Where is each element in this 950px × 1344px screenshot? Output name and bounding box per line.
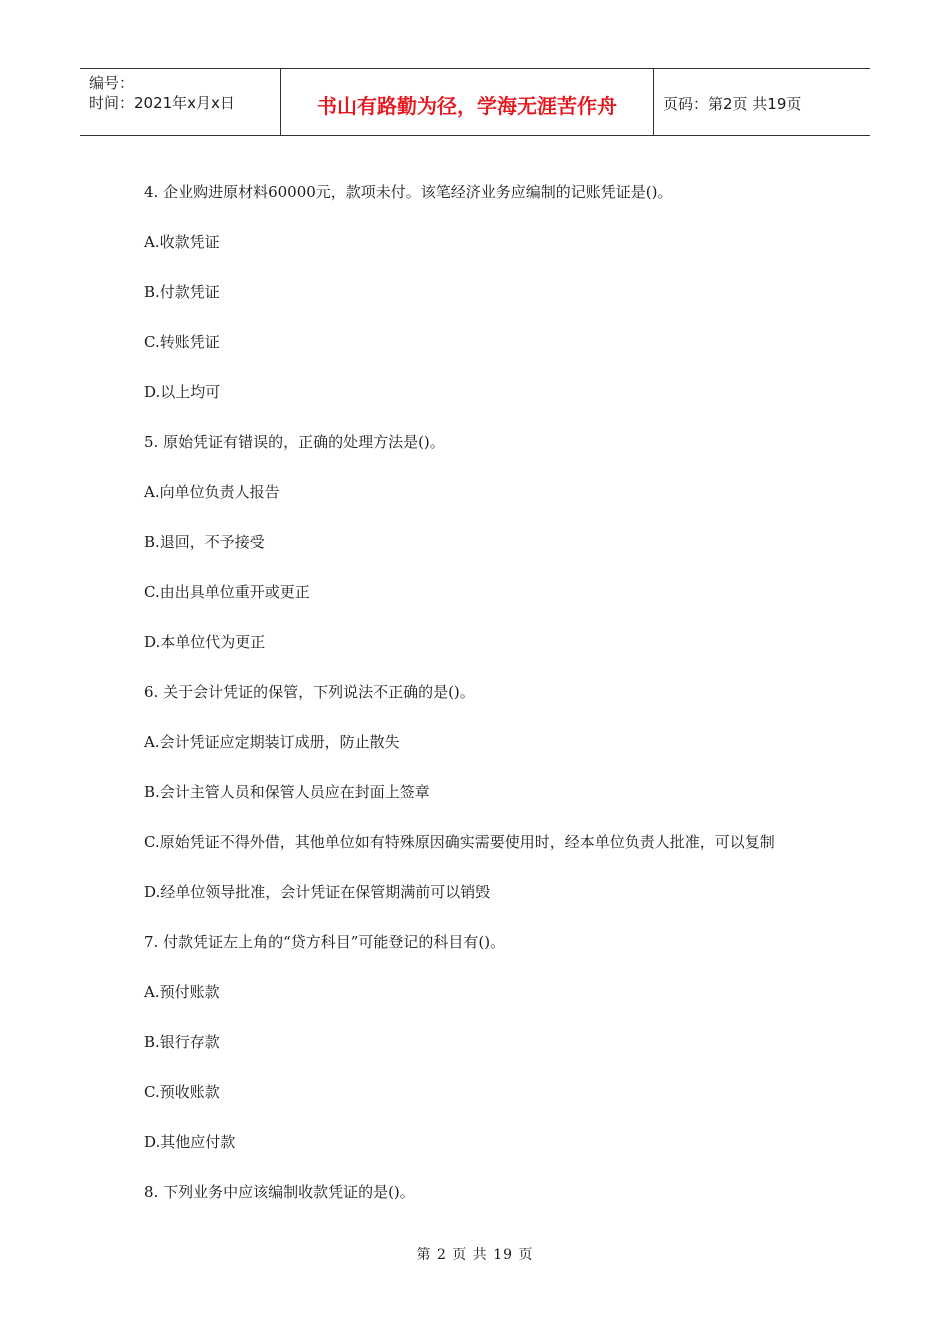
question-4-option-c: C.转账凭证 xyxy=(144,333,220,351)
question-4-option-d: D.以上均可 xyxy=(144,383,221,401)
question-7-option-d: D.其他应付款 xyxy=(144,1133,236,1151)
question-4: 4. 企业购进原材料60000元，款项未付。该笔经济业务应编制的记账凭证是()。 xyxy=(144,183,673,201)
question-6-option-c: C.原始凭证不得外借，其他单位如有特殊原因确实需要使用时，经本单位负责人批准，可以复制 xyxy=(144,833,775,851)
header-page-info: 页码：第2页 共19页 xyxy=(663,94,802,113)
question-6-option-a: A.会计凭证应定期装订成册，防止散失 xyxy=(144,733,400,751)
question-8: 8. 下列业务中应该编制收款凭证的是()。 xyxy=(144,1183,415,1201)
question-5-option-d: D.本单位代为更正 xyxy=(144,633,266,651)
serial-number-label: 编号： xyxy=(89,74,135,92)
question-6-option-b: B.会计主管人员和保管人员应在封面上签章 xyxy=(144,783,430,801)
question-4-option-b: B.付款凭证 xyxy=(144,283,220,301)
question-5-option-c: C.由出具单位重开或更正 xyxy=(144,583,310,601)
page-footer: 第 2 页 共 19 页 xyxy=(416,1247,534,1263)
question-5-option-a: A.向单位负责人报告 xyxy=(144,483,280,501)
question-5-option-b: B.退回，不予接受 xyxy=(144,533,265,551)
question-7: 7. 付款凭证左上角的“贷方科目”可能登记的科目有()。 xyxy=(144,933,506,951)
page-header xyxy=(80,68,870,136)
question-5: 5. 原始凭证有错误的，正确的处理方法是()。 xyxy=(144,433,445,451)
date-label: 时间：2021年x月x日 xyxy=(89,94,235,112)
question-6-option-d: D.经单位领导批准，会计凭证在保管期满前可以销毁 xyxy=(144,883,491,901)
question-4-option-a: A.收款凭证 xyxy=(144,233,220,251)
header-motto: 书山有路勤为径，学海无涯苦作舟 xyxy=(281,69,654,135)
question-7-option-c: C.预收账款 xyxy=(144,1083,220,1101)
question-7-option-a: A.预付账款 xyxy=(144,983,220,1001)
question-6: 6. 关于会计凭证的保管，下列说法不正确的是()。 xyxy=(144,683,475,701)
question-7-option-b: B.银行存款 xyxy=(144,1033,220,1051)
document-body xyxy=(144,180,814,1230)
header-meta xyxy=(80,69,281,135)
